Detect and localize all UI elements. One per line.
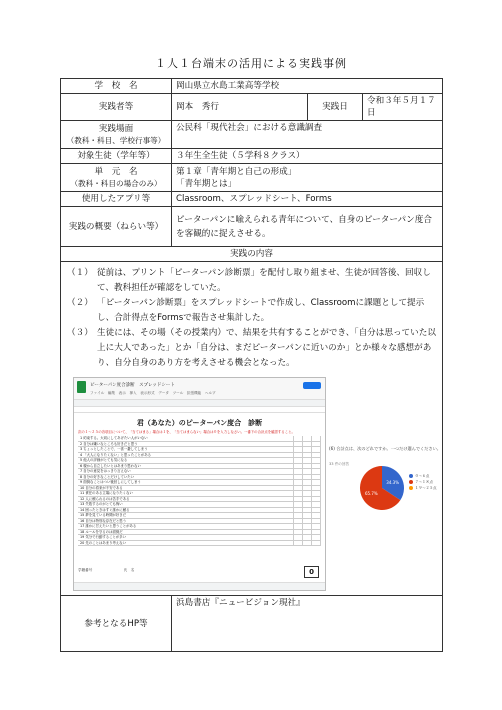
school-value: 岡山県立水島工業高等学校 xyxy=(172,79,443,94)
sheet-answer-cell xyxy=(303,442,312,447)
sheet-answer-cell xyxy=(294,442,303,447)
sheet-answer-cell xyxy=(294,508,303,513)
unit-line-1: 第１章「青年期と自己の形成」 xyxy=(176,166,297,177)
sheet-answer-cell xyxy=(294,447,303,452)
unit-label-sub: （教科・科目の場合のみ） xyxy=(70,178,162,188)
legend-swatch xyxy=(409,480,413,484)
school-label: 学 校 名 xyxy=(61,79,172,94)
sheet-answer-cell xyxy=(303,491,312,496)
sheet-answer-cell xyxy=(312,524,321,529)
sheet-toolbar xyxy=(74,400,325,407)
sheet-answer-cell xyxy=(312,458,321,463)
target-value: ３年生全生徒（５学科８クラス） xyxy=(172,149,443,164)
sheet-answer-cell xyxy=(303,513,312,518)
form-response-count: 33 件の回答 xyxy=(329,462,350,466)
sheet-answer-cell xyxy=(294,486,303,491)
sheet-answer-cell xyxy=(312,519,321,524)
scene-value: 公民科「現代社会」における意識調査 xyxy=(172,121,443,149)
pie-slice-label: 65.7% xyxy=(364,491,378,497)
sheet-grid xyxy=(74,413,325,548)
sheet-answer-cell xyxy=(303,502,312,507)
practice-table xyxy=(60,78,443,652)
sheet-footer xyxy=(78,564,134,576)
content-item xyxy=(67,326,436,371)
sheet-question-text: 8 自分の好きなことだけしていたい xyxy=(78,475,294,480)
unit-value xyxy=(172,164,443,192)
date-label: 実践日 xyxy=(308,94,363,121)
sheet-answer-cell xyxy=(312,535,321,540)
student-name-label: 氏 名 xyxy=(123,568,135,572)
unit-label xyxy=(61,164,172,192)
sheet-answer-cell xyxy=(312,541,321,546)
sheet-question-text: 17 誰かに甘えたいと思うことがある xyxy=(78,524,294,529)
sheet-question-text: 1 約束する。大切にしてあげたい人がいない xyxy=(78,436,294,441)
pie-legend xyxy=(409,473,437,491)
date-value: 令和３年５月１７日 xyxy=(363,94,443,121)
sheet-answer-cell xyxy=(312,508,321,513)
sheet-answer-cell xyxy=(294,458,303,463)
content-item xyxy=(67,266,436,296)
item-number: （３） xyxy=(67,328,93,338)
sheet-menu-bar: ファイル 編集 表示 挿入 表示形式 データ ツール 拡張機能 ヘルプ xyxy=(90,391,216,395)
legend-label: ０〜６点 xyxy=(415,474,430,478)
pie-chart xyxy=(359,465,405,515)
target-label: 対象生徒（学年等） xyxy=(61,149,172,164)
diagnosis-note: 次の１〜２５の各項目について、「当てはまる」場合は１を、「当てはまらない」場合は０を入力しなさい。一番下の合計点を確認すること。 xyxy=(78,430,295,434)
sheet-answer-cell xyxy=(303,519,312,524)
sheet-answer-cell xyxy=(312,480,321,485)
sheet-answer-cell xyxy=(303,508,312,513)
sheet-question-text: 13 失敗するのがとても怖い xyxy=(78,502,294,507)
sheet-question-text: 9 面倒なことはつい後回しにしてしまう xyxy=(78,480,294,485)
sheet-answer-cell xyxy=(312,497,321,502)
item-text: 従前は、プリント「ピーターパン診断票」を配付し取り組ませ、生徒が回答後、回収して、教科担任が確認をしていた。 xyxy=(97,268,431,293)
apps-label: 使用したアプリ等 xyxy=(61,192,172,207)
sheet-question-text: 4 「大人になりたくない」と思ったことがある xyxy=(78,453,294,458)
content-cell xyxy=(61,262,443,596)
sheet-answer-cell xyxy=(303,480,312,485)
sheet-answer-cell xyxy=(303,453,312,458)
item-text: 「ピーターパン診断票」をスプレッドシートで作成し、Classroomに課題として提示し、合計得点をFormsで報告させ集計した。 xyxy=(97,298,425,323)
practitioner-value: 岡本 秀行 xyxy=(172,94,308,121)
legend-item xyxy=(409,485,437,491)
sheet-answer-cell xyxy=(312,502,321,507)
page-title: １人１台端末の活用による実践事例 xyxy=(155,57,347,70)
sheet-answer-cell xyxy=(312,436,321,441)
sheet-question-text: 19 気分で行動することが多い xyxy=(78,535,294,540)
sheet-answer-cell xyxy=(303,535,312,540)
sheet-answer-cell xyxy=(312,453,321,458)
sheet-answer-cell xyxy=(294,530,303,535)
sheet-answer-cell xyxy=(294,519,303,524)
sheet-answer-cell xyxy=(294,480,303,485)
sheet-answer-cell xyxy=(312,486,321,491)
sheet-question-text: 3 ちょっとしたことで、一喜一憂してしまう xyxy=(78,447,294,452)
sheet-doc-title: ピーターパン度合診断 スプレッドシート xyxy=(90,383,175,388)
pie-slice-label: 34.3% xyxy=(386,479,400,485)
sheet-answer-cell xyxy=(303,469,312,474)
legend-swatch xyxy=(409,486,413,490)
overview-label: 実践の概要（ねらい等） xyxy=(61,207,172,247)
sheet-answer-cell xyxy=(303,541,312,546)
sheet-answer-cell xyxy=(294,475,303,480)
sheet-question-text: 2 自分は嫌いなところも好きだと思う xyxy=(78,442,294,447)
form-question: (6) 合計点は、次のどれですか。一つだけ選んでください。 xyxy=(329,446,441,451)
sheet-answer-cell xyxy=(312,475,321,480)
reference-value: 浜島書店『ニュービジョン現社』 xyxy=(172,596,443,652)
sheet-question-text: 5 他人の評価がとても気になる xyxy=(78,458,294,463)
sheet-answer-cell xyxy=(312,530,321,535)
pie-svg xyxy=(359,465,405,511)
forms-result xyxy=(329,443,441,583)
sheet-answer-cell xyxy=(303,497,312,502)
sheet-tabs xyxy=(74,582,325,590)
sheet-question-text: 15 夢を見ている時間が好きだ xyxy=(78,513,294,518)
sheet-answer-cell xyxy=(294,491,303,496)
sheet-answer-cell xyxy=(303,464,312,469)
sheet-question-text: 16 自分は特別な存在だと思う xyxy=(78,519,294,524)
student-id-label: 学籍番号 xyxy=(78,568,93,572)
sheet-question-text: 20 先のことはあまり考えない xyxy=(78,541,294,546)
item-text: 生徒には、その場（その授業内）で、結果を共有することができ、「自分は思っていた以上に大人であった」とか「自分は、まだピーターパンに近いのか」とか様々な感想があり、自分自身のあり方を考えさせる機会となった。 xyxy=(97,328,436,368)
scene-label xyxy=(61,121,172,149)
spreadsheet-screenshot xyxy=(73,377,326,591)
legend-label: １９〜２５点 xyxy=(415,486,437,490)
sheet-answer-cell xyxy=(294,464,303,469)
diagnosis-title: 君（あなた）のピーターパン度合 診断 xyxy=(136,419,263,427)
sheet-answer-cell xyxy=(294,469,303,474)
sheet-answer-cell xyxy=(312,469,321,474)
sheet-header xyxy=(74,378,325,400)
sheet-answer-cell xyxy=(303,475,312,480)
sheet-question-row xyxy=(78,541,321,547)
sheet-answer-cell xyxy=(312,464,321,469)
share-button xyxy=(303,382,321,389)
sheet-answer-cell xyxy=(312,491,321,496)
sheet-answer-cell xyxy=(312,447,321,452)
sheet-answer-cell xyxy=(294,436,303,441)
question-list xyxy=(78,436,321,546)
sheet-question-text: 6 親から自立したいとはあまり思わない xyxy=(78,464,294,469)
sheet-answer-cell xyxy=(294,524,303,529)
sheets-logo-icon xyxy=(77,381,86,393)
content-items xyxy=(61,262,442,373)
item-number: （２） xyxy=(67,298,93,308)
sheet-answer-cell xyxy=(294,502,303,507)
sheet-answer-cell xyxy=(294,535,303,540)
legend-swatch xyxy=(409,474,413,478)
sheet-question-text: 14 困ったときはすぐ誰かに頼る xyxy=(78,508,294,513)
unit-label-main: 単 元 名 xyxy=(94,166,138,177)
sheet-question-text: 12 人に頼られるのは苦手である xyxy=(78,497,294,502)
sheet-answer-cell xyxy=(312,442,321,447)
sheet-answer-cell xyxy=(303,524,312,529)
scene-label-sub: （教科・科目、学校行事等） xyxy=(66,135,166,145)
sheet-answer-cell xyxy=(294,513,303,518)
sheet-answer-cell xyxy=(303,458,312,463)
sheet-question-text: 11 責任のある立場になりたくない xyxy=(78,491,294,496)
sheet-question-text: 7 自分の意見をはっきり言えない xyxy=(78,469,294,474)
sheet-answer-cell xyxy=(294,497,303,502)
legend-label: ７〜１８点 xyxy=(415,480,433,484)
sheet-question-text: 18 ルールを守るのは面倒だ xyxy=(78,530,294,535)
scene-label-main: 実践場面 xyxy=(98,123,134,134)
total-score: 0 xyxy=(304,566,319,578)
sheet-answer-cell xyxy=(303,447,312,452)
item-number: （１） xyxy=(67,268,93,278)
apps-value: Classroom、スプレッドシート、Forms xyxy=(172,192,443,207)
sheet-answer-cell xyxy=(294,541,303,546)
sheet-answer-cell xyxy=(303,486,312,491)
sheet-answer-cell xyxy=(303,436,312,441)
content-item xyxy=(67,296,436,326)
content-heading: 実践の内容 xyxy=(61,247,443,262)
overview-value: ピーターパンに喩えられる青年について、自身のピーターパン度合を客観的に捉えさせる。 xyxy=(172,207,443,247)
sheet-answer-cell xyxy=(303,530,312,535)
unit-line-2: 「青年期とは」 xyxy=(176,178,237,189)
sheet-question-text: 10 自分の将来が不安である xyxy=(78,486,294,491)
sheet-answer-cell xyxy=(312,513,321,518)
sheet-answer-cell xyxy=(294,453,303,458)
practitioner-label: 実践者等 xyxy=(61,94,172,121)
reference-label: 参考となるHP等 xyxy=(61,596,172,652)
screenshots-area xyxy=(61,373,442,595)
